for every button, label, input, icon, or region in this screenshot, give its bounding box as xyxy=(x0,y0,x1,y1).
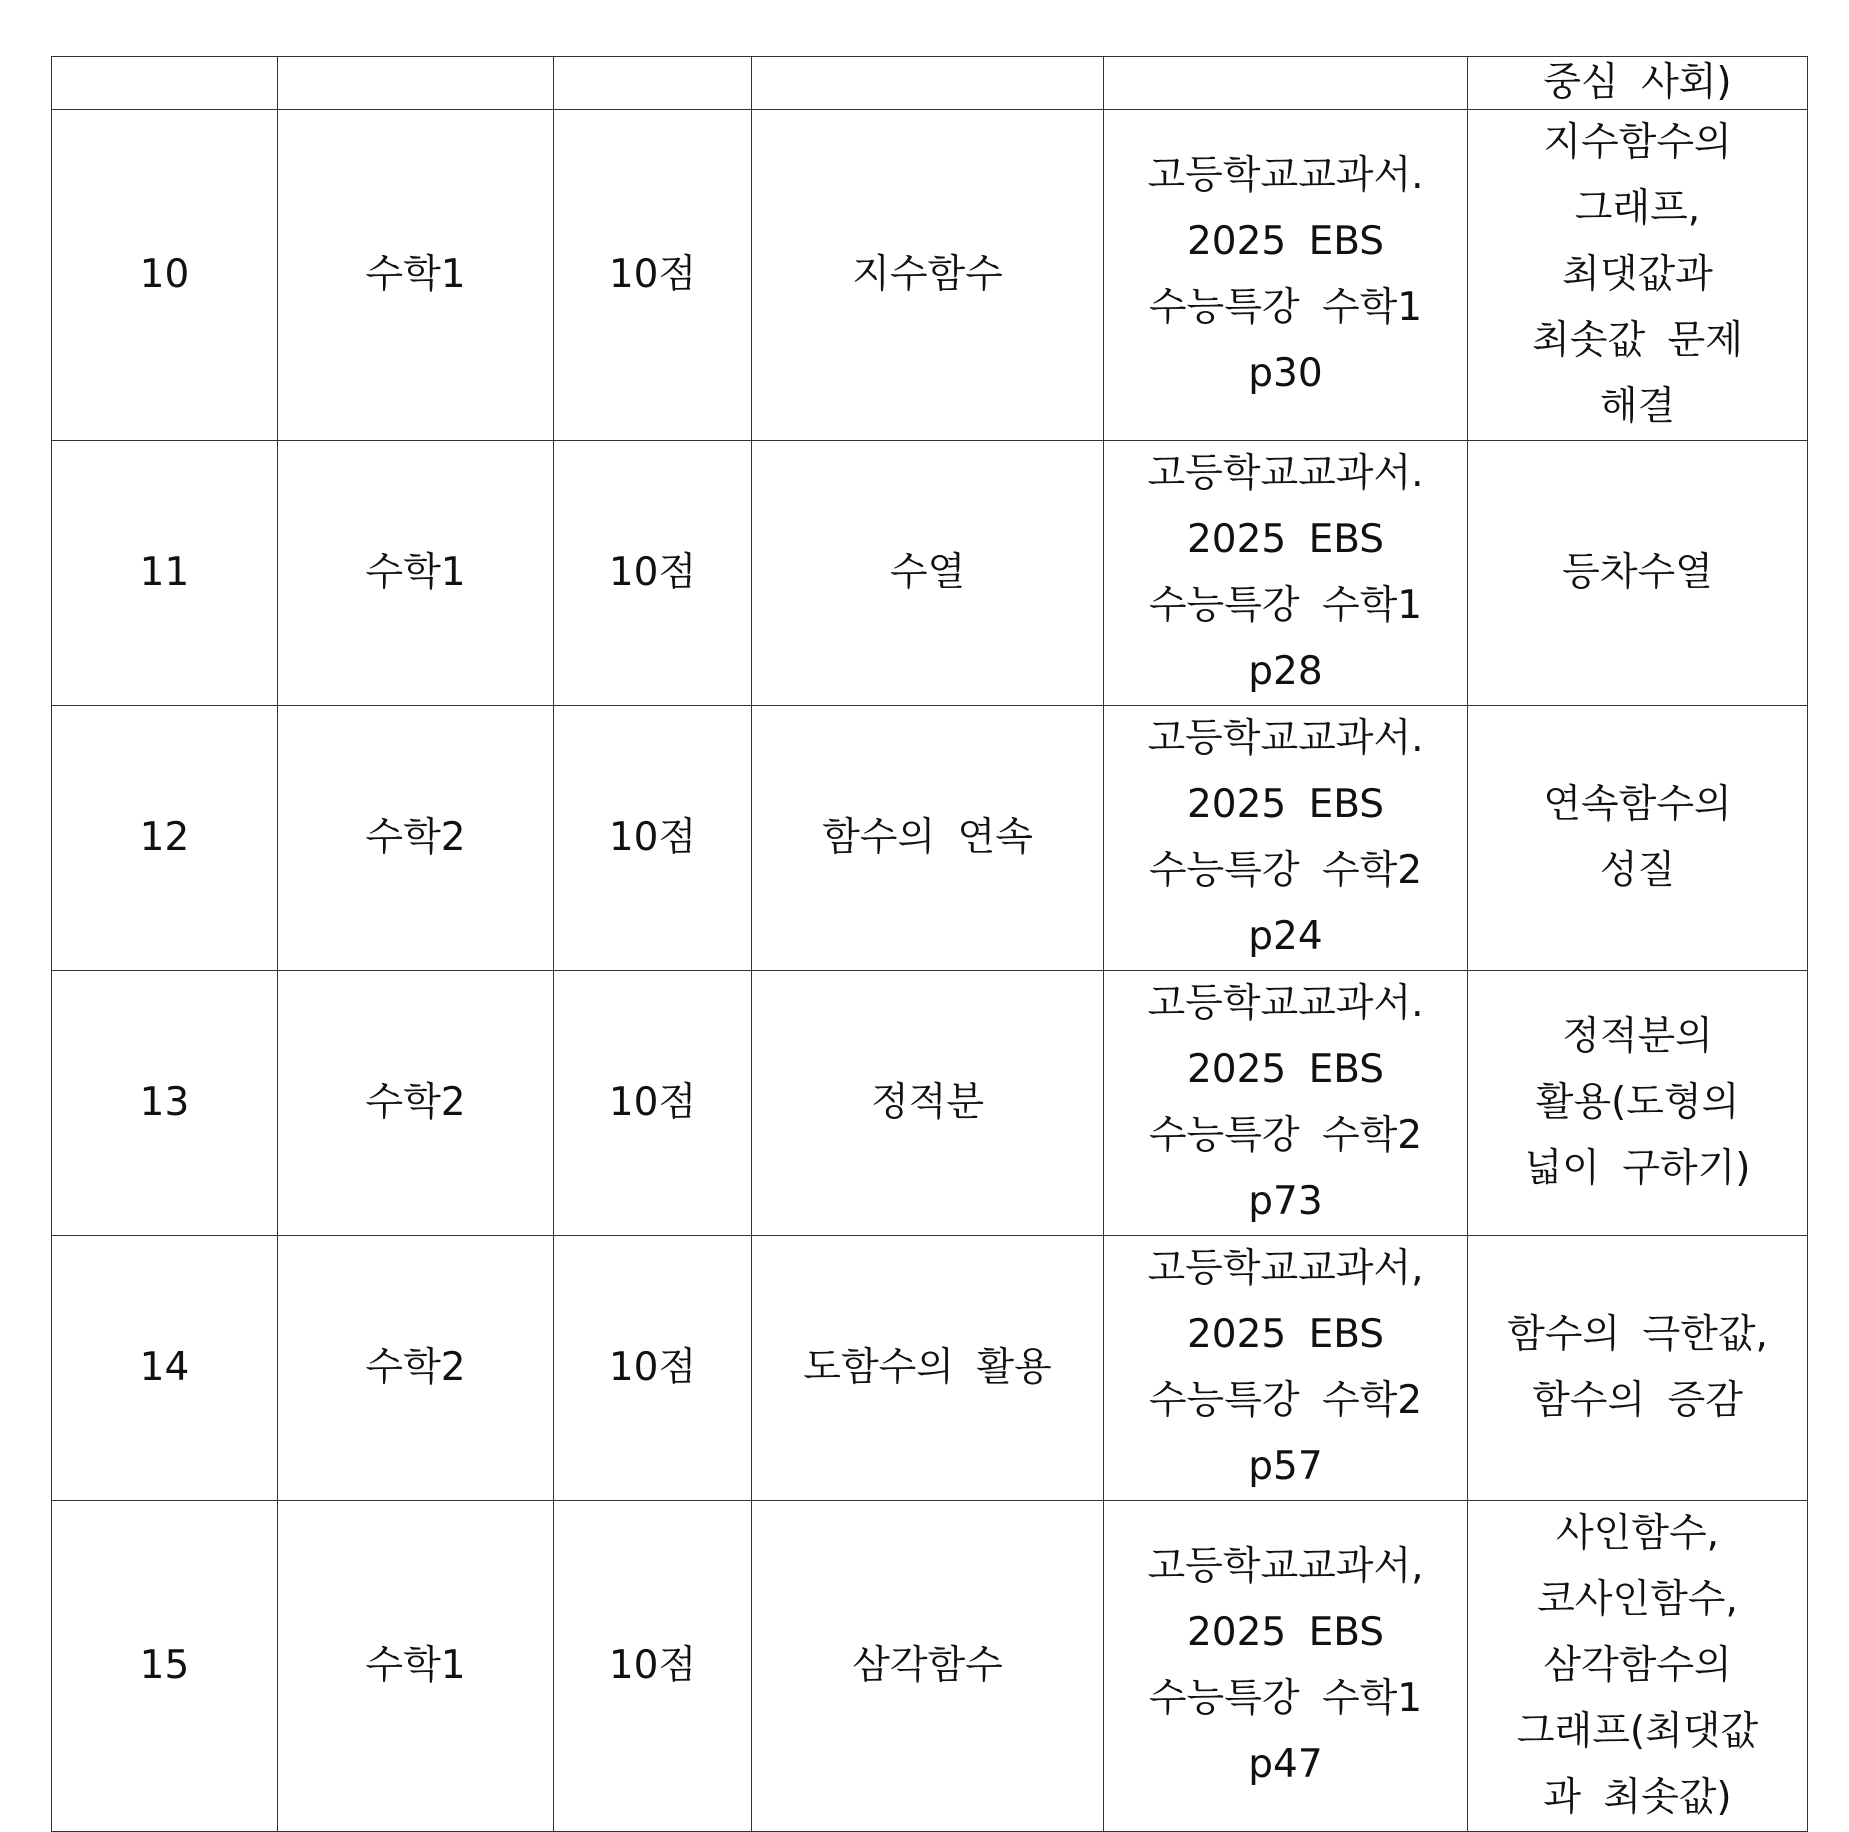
table-cell-no: 14 xyxy=(52,1236,278,1501)
table-cell-no: 12 xyxy=(52,706,278,971)
table-cell-content: 지수함수의 그래프, 최댓값과 최솟값 문제 해결 xyxy=(1468,110,1808,441)
table-cell-content: 등차수열 xyxy=(1468,441,1808,706)
table-cell-subject: 수학2 xyxy=(278,706,554,971)
table-cell-points: 10점 xyxy=(554,1501,752,1832)
table-cell-no: 15 xyxy=(52,1501,278,1832)
exam-scope-table xyxy=(51,56,1808,1832)
table-cell-empty xyxy=(278,57,554,110)
table-row-continued xyxy=(52,57,1808,110)
table-cell-source: 고등학교교과서. 2025 EBS 수능특강 수학1 p28 xyxy=(1104,441,1468,706)
table-row xyxy=(52,706,1808,971)
table-row xyxy=(52,110,1808,441)
table-cell-unit: 삼각함수 xyxy=(752,1501,1104,1832)
table-cell-source: 고등학교교과서, 2025 EBS 수능특강 수학2 p57 xyxy=(1104,1236,1468,1501)
table-cell-content: 사인함수, 코사인함수, 삼각함수의 그래프(최댓값 과 최솟값) xyxy=(1468,1501,1808,1832)
table-cell-points: 10점 xyxy=(554,441,752,706)
table-cell-unit: 도함수의 활용 xyxy=(752,1236,1104,1501)
table-cell-unit: 함수의 연속 xyxy=(752,706,1104,971)
table-cell-empty xyxy=(52,57,278,110)
table-cell-source: 고등학교교과서. 2025 EBS 수능특강 수학2 p73 xyxy=(1104,971,1468,1236)
table-row xyxy=(52,1236,1808,1501)
table-cell-unit: 정적분 xyxy=(752,971,1104,1236)
table-cell-content: 연속함수의 성질 xyxy=(1468,706,1808,971)
table-cell-content: 함수의 극한값, 함수의 증감 xyxy=(1468,1236,1808,1501)
table-cell-unit: 지수함수 xyxy=(752,110,1104,441)
table-cell-points: 10점 xyxy=(554,110,752,441)
table-cell-content: 정적분의 활용(도형의 넓이 구하기) xyxy=(1468,971,1808,1236)
table-cell-subject: 수학2 xyxy=(278,971,554,1236)
table-cell-unit: 수열 xyxy=(752,441,1104,706)
table-row xyxy=(52,971,1808,1236)
table-cell-source: 고등학교교과서, 2025 EBS 수능특강 수학1 p47 xyxy=(1104,1501,1468,1832)
table-cell-content-continued: 중심 사회) xyxy=(1468,57,1808,110)
table-row xyxy=(52,1501,1808,1832)
table-cell-empty xyxy=(1104,57,1468,110)
table-cell-source: 고등학교교과서. 2025 EBS 수능특강 수학1 p30 xyxy=(1104,110,1468,441)
table-cell-no: 13 xyxy=(52,971,278,1236)
table-cell-source: 고등학교교과서. 2025 EBS 수능특강 수학2 p24 xyxy=(1104,706,1468,971)
table-cell-points: 10점 xyxy=(554,971,752,1236)
table-cell-no: 11 xyxy=(52,441,278,706)
table-cell-no: 10 xyxy=(52,110,278,441)
table-cell-points: 10점 xyxy=(554,706,752,971)
table-cell-subject: 수학2 xyxy=(278,1236,554,1501)
table-cell-empty xyxy=(752,57,1104,110)
table-row xyxy=(52,441,1808,706)
table-cell-empty xyxy=(554,57,752,110)
table-cell-subject: 수학1 xyxy=(278,441,554,706)
table-cell-subject: 수학1 xyxy=(278,110,554,441)
table-cell-subject: 수학1 xyxy=(278,1501,554,1832)
table-cell-points: 10점 xyxy=(554,1236,752,1501)
